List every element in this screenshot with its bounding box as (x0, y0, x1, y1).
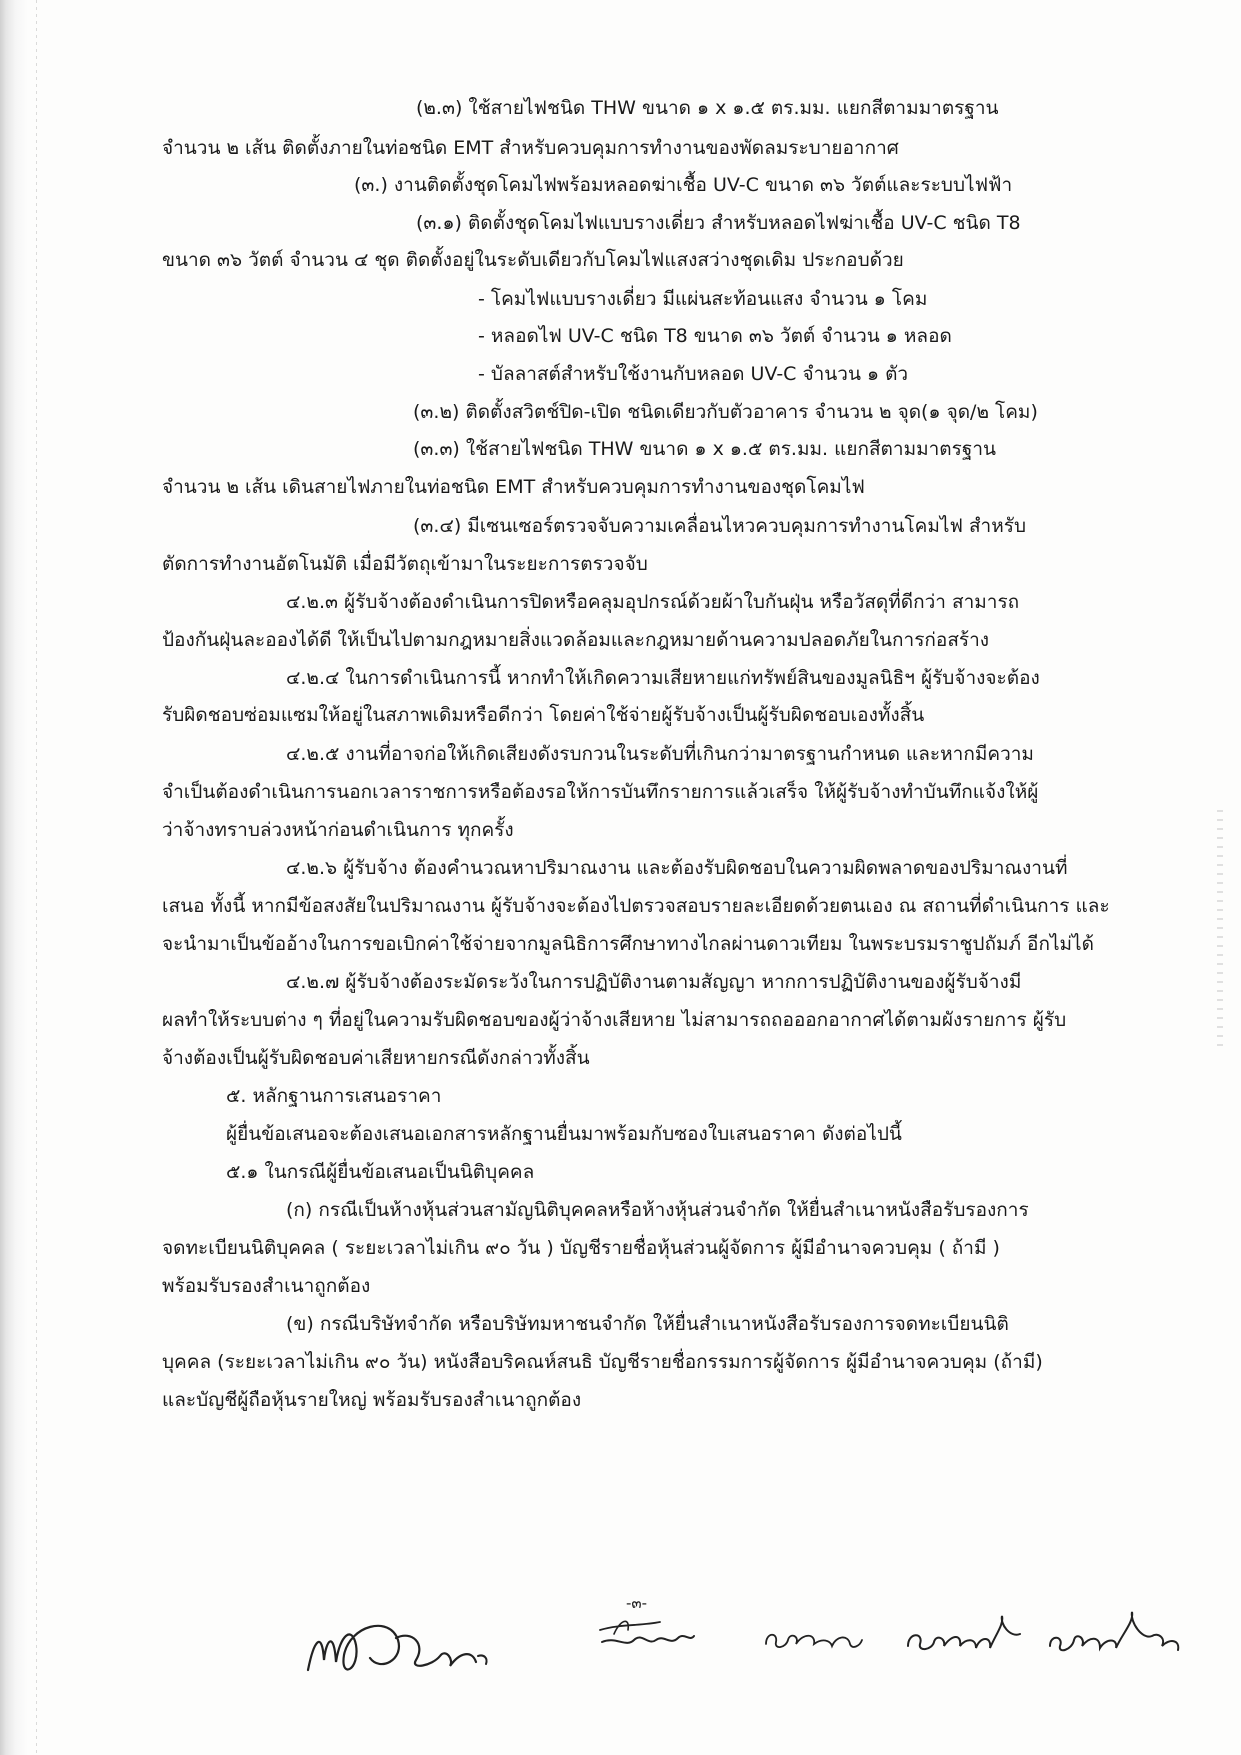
clause-heading: ๔.๒.๓ ผู้รับจ้างต้องดำเนินการปิดหรือคลุมอุปกรณ์ด้วยผ้าใบกันฝุ่น หรือวัสดุที่ดีกว่า สามารถ (286, 591, 1020, 613)
text-line: (๓.๔) มีเซนเซอร์ตรวจจับความเคลื่อนไหวควบคุมการทำงานโคมไฟ สำหรับ (413, 515, 1027, 537)
clause-heading: ๔.๒.๗ ผู้รับจ้างต้องระมัดระวังในการปฏิบัติงานตามสัญญา หากการปฏิบัติงานของผู้รับจ้างมี (286, 971, 1022, 993)
text-line: ผู้ยื่นข้อเสนอจะต้องเสนอเอกสารหลักฐานยื่นมาพร้อมกับซองใบเสนอราคา ดังต่อไปนี้ (226, 1123, 902, 1145)
list-item: - หลอดไฟ UV-C ชนิด T8 ขนาด ๓๖ วัตต์ จำนวน ๑ หลอด (478, 325, 952, 347)
text-line: (๓.๓) ใช้สายไฟชนิด THW ขนาด ๑ x ๑.๕ ตร.มม. แยกสีตามมาตรฐาน (413, 438, 996, 460)
text-line: จะนำมาเป็นข้ออ้างในการขอเบิกค่าใช้จ่ายจากมูลนิธิการศึกษาทางไกลผ่านดาวเทียม ในพระบรมราชูปถัมภ์ อีกไม่ได้ (162, 933, 1094, 955)
clause-heading: ๔.๒.๔ ในการดำเนินการนี้ หากทำให้เกิดความเสียหายแก่ทรัพย์สินของมูลนิธิฯ ผู้รับจ้างจะต้อง (286, 667, 1040, 689)
signature-2 (590, 1590, 760, 1680)
text-line: จำนวน ๒ เส้น เดินสายไฟภายในท่อชนิด EMT สำหรับควบคุมการทำงานของชุดโคมไฟ (162, 476, 865, 498)
signature-1 (300, 1600, 500, 1690)
text-line: และบัญชีผู้ถือหุ้นรายใหญ่ พร้อมรับรองสำเนาถูกต้อง (162, 1389, 582, 1411)
text-line: ตัดการทำงานอัตโนมัติ เมื่อมีวัตถุเข้ามาในระยะการตรวจจับ (162, 553, 648, 575)
text-line: (๓.) งานติดตั้งชุดโคมไฟพร้อมหลอดฆ่าเชื้อ UV-C ขนาด ๓๖ วัตต์และระบบไฟฟ้า (354, 174, 1013, 196)
clause-heading: ๔.๒.๕ งานที่อาจก่อให้เกิดเสียงดังรบกวนในระดับที่เกินกว่ามาตรฐานกำหนด และหากมีความ (286, 743, 1034, 765)
text-line: (๓.๒) ติดตั้งสวิตช์ปิด-เปิด ชนิดเดียวกับตัวอาคาร จำนวน ๒ จุด(๑ จุด/๒ โคม) (413, 401, 1038, 423)
text-line: (๓.๑) ติดตั้งชุดโคมไฟแบบรางเดี่ยว สำหรับหลอดไฟฆ่าเชื้อ UV-C ชนิด T8 (416, 212, 1021, 234)
text-line: จำนวน ๒ เส้น ติดตั้งภายในท่อชนิด EMT สำหรับควบคุมการทำงานของพัดลมระบายอากาศ (162, 137, 899, 159)
text-line: ขนาด ๓๖ วัตต์ จำนวน ๔ ชุด ติดตั้งอยู่ในระดับเดียวกับโคมไฟแสงสว่างชุดเดิม ประกอบด้วย (162, 249, 904, 271)
section-heading: ๕. หลักฐานการเสนอราคา (226, 1085, 442, 1107)
text-line: จดทะเบียนนิติบุคคล ( ระยะเวลาไม่เกิน ๙๐ วัน ) บัญชีรายชื่อหุ้นส่วนผู้จัดการ ผู้มีอำนาจควบคุม ( ถ้ามี ) (162, 1237, 1000, 1259)
list-item: - โคมไฟแบบรางเดี่ยว มีแผ่นสะท้อนแสง จำนวน ๑ โคม (478, 288, 928, 310)
handwritten-note (760, 1610, 870, 1660)
text-line: (๒.๓) ใช้สายไฟชนิด THW ขนาด ๑ x ๑.๕ ตร.มม. แยกสีตามมาตรฐาน (416, 97, 999, 119)
text-line: พร้อมรับรองสำเนาถูกต้อง (162, 1275, 371, 1297)
text-line: ว่าจ้างทราบล่วงหน้าก่อนดำเนินการ ทุกครั้ง (162, 819, 514, 841)
clause-heading: ๔.๒.๖ ผู้รับจ้าง ต้องคำนวณหาปริมาณงาน และต้องรับผิดชอบในความผิดพลาดของปริมาณงานที่ (286, 857, 1068, 879)
list-item: - บัลลาสต์สำหรับใช้งานกับหลอด UV-C จำนวน ๑ ตัว (478, 363, 909, 385)
page-number: -๓- (626, 1594, 648, 1612)
subsection-heading: ๕.๑ ในกรณีผู้ยื่นข้อเสนอเป็นนิติบุคคล (226, 1161, 535, 1183)
text-line: (ข) กรณีบริษัทจำกัด หรือบริษัทมหาชนจำกัด ให้ยื่นสำเนาหนังสือรับรองการจดทะเบียนนิติ (286, 1313, 1009, 1335)
signature-name (900, 1594, 1190, 1674)
text-line: เสนอ ทั้งนี้ หากมีข้อสงสัยในปริมาณงาน ผู้รับจ้างจะต้องไปตรวจสอบรายละเอียดด้วยตนเอง ณ สถานที่ดำเนินการ และ (162, 895, 1110, 917)
text-line: จำเป็นต้องดำเนินการนอกเวลาราชการหรือต้องรอให้การบันทึกรายการแล้วเสร็จ ให้ผู้รับจ้างทำบันทึกแจ้งให้ผู้ (162, 781, 1039, 803)
text-line: จ้างต้องเป็นผู้รับผิดชอบค่าเสียหายกรณีดังกล่าวทั้งสิ้น (162, 1047, 590, 1069)
signature-area (0, 1580, 1241, 1730)
text-line: ป้องกันฝุ่นละอองได้ดี ให้เป็นไปตามกฎหมายสิ่งแวดล้อมและกฎหมายด้านความปลอดภัยในการก่อสร้าง (162, 629, 990, 651)
text-line: รับผิดชอบซ่อมแซมให้อยู่ในสภาพเดิมหรือดีกว่า โดยค่าใช้จ่ายผู้รับจ้างเป็นผู้รับผิดชอบเองทั้งสิ้น (162, 704, 925, 726)
text-line: ผลทำให้ระบบต่าง ๆ ที่อยู่ในความรับผิดชอบของผู้ว่าจ้างเสียหาย ไม่สามารถถอออกอากาศได้ตามผังรายการ ผู้รับ (162, 1009, 1067, 1031)
text-line: (ก) กรณีเป็นห้างหุ้นส่วนสามัญนิติบุคคลหรือห้างหุ้นส่วนจำกัด ให้ยื่นสำเนาหนังสือรับรองการ (286, 1199, 1029, 1221)
text-line: บุคคล (ระยะเวลาไม่เกิน ๙๐ วัน) หนังสือบริคณห์สนธิ บัญชีรายชื่อกรรมการผู้จัดการ ผู้มีอำนาจควบคุม (ถ้ามี) (162, 1351, 1043, 1373)
